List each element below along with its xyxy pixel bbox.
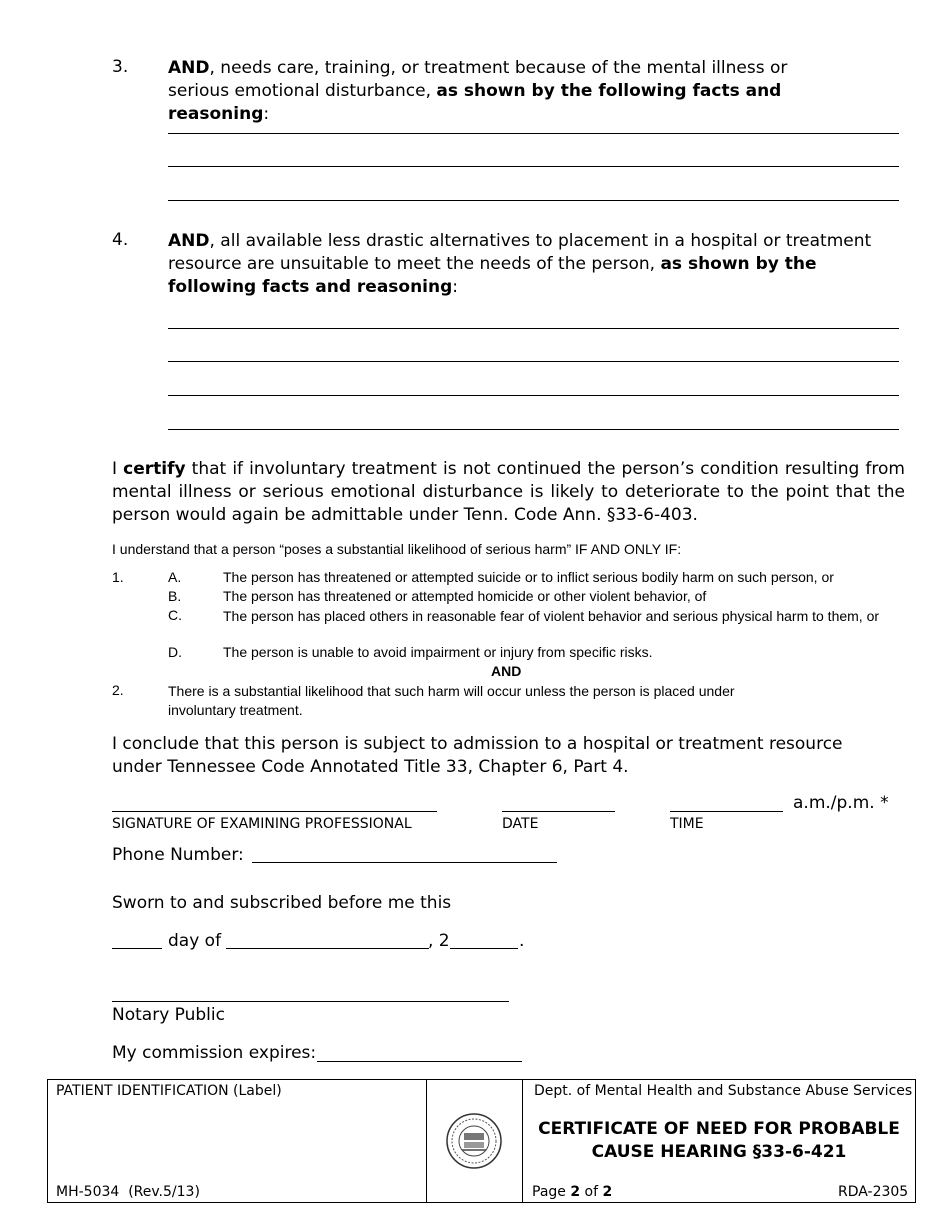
harm-subitem-letter: D. bbox=[168, 644, 182, 660]
state-seal-icon bbox=[446, 1113, 502, 1169]
harm-number-1: 1. bbox=[112, 569, 124, 585]
form-code: RDA-2305 bbox=[838, 1184, 909, 1200]
notary-public-label: Notary Public bbox=[112, 1005, 225, 1025]
item-4-answer-line[interactable] bbox=[168, 361, 899, 362]
patient-id-label: PATIENT IDENTIFICATION (Label) bbox=[56, 1083, 282, 1099]
day-line[interactable] bbox=[112, 948, 162, 949]
harm-subitem-letter: B. bbox=[168, 588, 182, 604]
dept-name: Dept. of Mental Health and Substance Abuse Services bbox=[534, 1083, 913, 1099]
phone-line[interactable] bbox=[252, 862, 557, 863]
commission-label: My commission expires: bbox=[112, 1043, 317, 1063]
item-4-lead: AND bbox=[168, 231, 210, 251]
ampm-text: a.m./p.m. * bbox=[793, 793, 889, 813]
notary-signature-line[interactable] bbox=[112, 1001, 509, 1002]
item-3-answer-line[interactable] bbox=[168, 166, 899, 167]
item-3-number: 3. bbox=[112, 57, 129, 77]
phone-label: Phone Number: bbox=[112, 845, 244, 865]
year-prefix: , 2 bbox=[428, 931, 450, 951]
item-4-answer-line[interactable] bbox=[168, 328, 899, 329]
month-line[interactable] bbox=[226, 948, 429, 949]
harm-subitem-text: The person has threatened or attempted homicide or other violent behavior, of bbox=[223, 588, 707, 604]
certify-paragraph: I certify that if involuntary treatment is not continued the person’s condition resulting from mental illness or serious emotional disturbance is likely to deteriorate to the point that the person would again be admittable under Tenn. Code Ann. §33-6-403. bbox=[112, 459, 905, 525]
item-4-answer-line[interactable] bbox=[168, 395, 899, 396]
item-4-text: AND, all available less drastic alternatives to placement in a hospital or treatment resource are unsuitable to meet the needs of the person, as shown by the following facts and reasoning: bbox=[168, 231, 872, 297]
sworn-text: Sworn to and subscribed before me this bbox=[112, 893, 452, 913]
item-3-lead: AND bbox=[168, 58, 210, 78]
time-label: TIME bbox=[670, 816, 704, 832]
year-line[interactable] bbox=[450, 948, 518, 949]
harm-subitem-letter: C. bbox=[168, 607, 182, 623]
day-of-text: day of bbox=[168, 931, 222, 951]
item-3-answer-line[interactable] bbox=[168, 133, 899, 134]
form-number: MH-5034 (Rev.5/13) bbox=[56, 1184, 200, 1200]
signature-line[interactable] bbox=[112, 811, 437, 812]
harm-subitem-text: The person is unable to avoid impairment or injury from specific risks. bbox=[223, 644, 653, 660]
harm-intro: I understand that a person “poses a substantial likelihood of serious harm” IF AND ONLY IF: bbox=[112, 541, 682, 557]
harm-subitem-text: The person has threatened or attempted suicide or to inflict serious bodily harm on such person, or bbox=[223, 569, 834, 585]
item-3-answer-line[interactable] bbox=[168, 200, 899, 201]
harm-item-2: There is a substantial likelihood that such harm will occur unless the person is placed under involuntary treatment. bbox=[168, 683, 735, 718]
conclusion-text: I conclude that this person is subject to admission to a hospital or treatment resource under Tennessee Code Annotated Title 33, Chapter 6, Part 4. bbox=[112, 734, 843, 777]
harm-and: AND bbox=[491, 663, 522, 679]
signature-label: SIGNATURE OF EXAMINING PROFESSIONAL bbox=[112, 816, 412, 832]
item-4-answer-line[interactable] bbox=[168, 429, 899, 430]
item-4-number: 4. bbox=[112, 230, 129, 250]
year-period: . bbox=[519, 931, 525, 951]
item-3-text: AND, needs care, training, or treatment because of the mental illness or serious emotional disturbance, as shown by the following facts and reasoning: bbox=[168, 58, 788, 124]
form-title-line-2: CAUSE HEARING §33-6-421 bbox=[591, 1142, 847, 1162]
harm-number-2: 2. bbox=[112, 682, 124, 698]
page-indicator: Page 2 of 2 bbox=[532, 1184, 613, 1200]
commission-line[interactable] bbox=[317, 1061, 522, 1062]
form-title-line-1: CERTIFICATE OF NEED FOR PROBABLE bbox=[538, 1119, 900, 1139]
harm-subitem-text: The person has placed others in reasonable fear of violent behavior and serious physical harm to them, or bbox=[223, 608, 880, 624]
date-label: DATE bbox=[502, 816, 539, 832]
time-line[interactable] bbox=[670, 811, 783, 812]
date-line[interactable] bbox=[502, 811, 615, 812]
harm-subitem-letter: A. bbox=[168, 569, 182, 585]
